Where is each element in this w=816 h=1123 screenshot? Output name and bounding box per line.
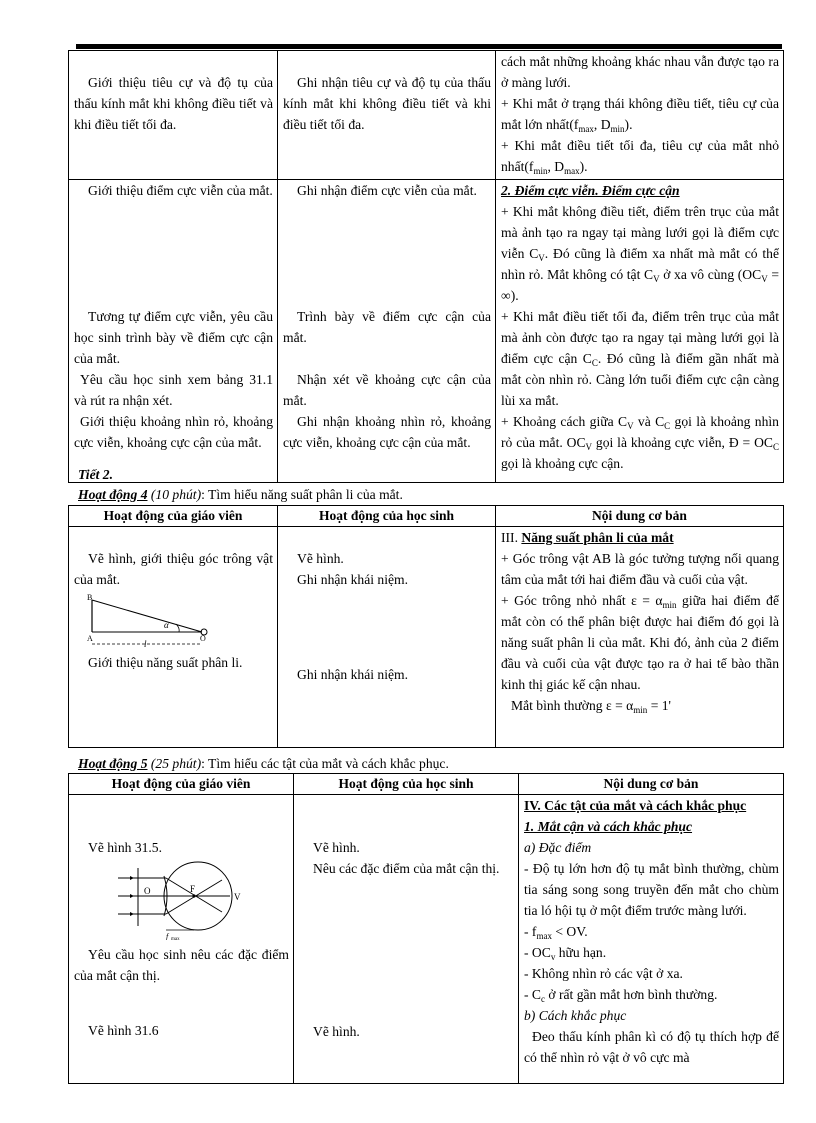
activity-description: : Tìm hiểu năng suất phân li của mắt. (201, 487, 403, 502)
student-text: Nhận xét về khoảng cực cận của mắt. (283, 372, 491, 408)
teacher-text: Giới thiệu tiêu cự và độ tụ của thấu kính mắt khi không điều tiết và khi điều tiết tối đa. (74, 75, 273, 132)
teacher-text: Vẽ hình, giới thiệu góc trông vật của mắt. (74, 551, 273, 587)
subscript: max (536, 931, 552, 941)
content-text: Mắt bình thường ε = α (511, 698, 634, 713)
content-text: cách mắt những khoảng khác nhau vẫn được tạo ra ở màng lưới. (501, 54, 779, 90)
label-o: O (144, 886, 151, 896)
subscript: min (610, 124, 625, 134)
item-heading: a) Đặc điểm (524, 840, 592, 855)
student-cell (294, 795, 519, 1084)
top-rule (76, 44, 782, 49)
student-text: Ghi nhận tiêu cự và độ tụ của thấu kính mắt khi không điều tiết và khi điều tiết tối đa. (283, 75, 491, 132)
content-text: gọi là khoảng cực viễn, Đ = OC (592, 435, 773, 450)
teacher-cell (69, 527, 278, 748)
content-text: - f (524, 924, 537, 939)
student-cell (278, 51, 496, 180)
activity-time: (10 phút) (147, 487, 202, 502)
content-text: . Đó cũng là điểm xa nhất mà mắt có thể nhìn rỏ. Mắt không có tật C (501, 246, 780, 282)
content-text: + Góc trông vật AB là góc tưởng tượng nối quang tâm của mắt tới hai điểm đầu và cuối của vật. (501, 551, 779, 587)
header-student: Hoạt động của học sinh (278, 506, 496, 527)
section-heading: 2. Điểm cực viễn. Điểm cực cận (501, 183, 680, 198)
content-text: + Khi mắt điều tiết tối đa, điểm trên trục của mắt mà ảnh còn được tạo ra ngay tại màng lưới gọi là điểm cực cận C (501, 309, 779, 366)
teacher-cell (69, 180, 278, 307)
subscript: max (564, 166, 580, 176)
subscript: C (664, 421, 671, 431)
lesson-table-3 (68, 773, 784, 1084)
label-a: A (87, 634, 93, 643)
lesson-table-2 (68, 505, 784, 748)
activity-label: Hoạt động 4 (78, 487, 148, 502)
teacher-text: Vẽ hình 31.6 (88, 1023, 159, 1038)
symbol-d: D (600, 117, 611, 132)
subscript: V (653, 274, 660, 284)
teacher-text: Yêu cầu học sinh nêu các đặc điểm của mắt cận thị. (74, 947, 289, 983)
activity-5-label (78, 755, 449, 773)
content-text: + Khi mắt ở trạng thái không điều tiết, tiêu cự của mắt lớn nhất(f (501, 96, 779, 132)
student-text: Nêu các đặc điểm của mắt cận thị. (313, 861, 500, 876)
header-teacher: Hoạt động của giáo viên (69, 506, 278, 527)
teacher-text: Tương tự điểm cực viễn, yêu cầu học sinh trình bày về điểm cực cận của mắt. (74, 309, 273, 366)
teacher-text: Giới thiệu điểm cực viễn của mắt. (88, 183, 273, 198)
myopic-eye-figure (118, 860, 258, 940)
label-v: V (234, 892, 241, 902)
student-text: Vẽ hình. (313, 1024, 360, 1039)
teacher-cell (69, 51, 278, 180)
content-text: = ∞). (501, 267, 779, 303)
teacher-cell (69, 795, 294, 1084)
content-text: và C (633, 414, 665, 429)
content-cell: cách mắt những khoảng khác nhau vẫn được tạo ra ở màng lưới. + Khi mắt ở trạng thái không điều tiết, tiêu cự của mắt lớn $nhất(f_{max}$, $D_{min}$). + Khi mắt điều tiết tối đa, tiêu cự của mắt nhỏ $nhất(f_{min}$, $D_{max}$). (496, 51, 784, 180)
student-text: Vẽ hình. (313, 840, 360, 855)
tiet-label (78, 466, 113, 484)
activity-4-label (78, 486, 403, 504)
teacher-cell (69, 306, 278, 483)
content-cell (496, 180, 784, 307)
content-text: = 1' (647, 698, 672, 713)
teacher-text: Giới thiệu khoảng nhìn rỏ, khoảng cực viễn, khoảng cực cận của mắt. (74, 414, 273, 450)
teacher-text: Giới thiệu năng suất phân li. (88, 655, 243, 670)
table-row (69, 306, 784, 483)
subscript: c (541, 994, 545, 1004)
subscript: C (591, 358, 598, 368)
heading-text: Năng suất phân li của mắt (521, 530, 674, 545)
item-heading: b) Cách khắc phục (524, 1008, 627, 1023)
content-text: gọi là khoảng cực cận. (501, 456, 624, 471)
label-fmax-sub: max (171, 937, 180, 940)
header-teacher: Hoạt động của giáo viên (69, 774, 294, 795)
subscript: V (585, 442, 593, 452)
content-text: < OV. (551, 924, 588, 939)
lesson-table-1 (68, 50, 784, 483)
symbol-d: D (554, 159, 565, 174)
content-text: Đeo thấu kính phân kì có độ tụ thích hợp để có thể nhìn rỏ vật ở vô cực mà (524, 1029, 779, 1065)
subscript: V (761, 274, 768, 284)
student-cell (278, 527, 496, 748)
student-cell (278, 306, 496, 483)
subscript: min (533, 166, 548, 176)
header-row (69, 506, 784, 527)
activity-label: Hoạt động 5 (78, 756, 148, 771)
content-text: + Khi mắt không điều tiết, điểm trên trục của mắt mà ảnh tạo ra ngay tại màng lưới gọi là điểm cực viễn C (501, 204, 779, 261)
header-student: Hoạt động của học sinh (294, 774, 519, 795)
content-text: + Khi mắt điều tiết tối đa, tiêu cự của mắt nhỏ nhất(f (501, 138, 779, 174)
tiet-text: Tiết 2. (78, 467, 113, 482)
student-text: Ghi nhận khái niệm. (297, 572, 408, 587)
content-cell (496, 306, 784, 483)
subscript: max (578, 124, 594, 134)
content-text: - OC (524, 945, 551, 960)
content-text: ở xa vô cùng (OC (659, 267, 762, 282)
label-f: F (190, 884, 196, 894)
subscript: V (627, 421, 634, 431)
student-text: Ghi nhận khái niệm. (297, 667, 408, 682)
label-o: O (200, 634, 206, 643)
content-text: - Không nhìn rỏ các vật ở xa. (524, 966, 683, 981)
subscript: min (662, 600, 677, 610)
subscript: v (550, 952, 556, 962)
student-text: Trình bày về điểm cực cận của mắt. (283, 309, 491, 345)
activity-description: : Tìm hiểu các tật của mắt và cách khắc phục. (201, 756, 449, 771)
label-b: B (87, 594, 93, 602)
subscript: V (538, 253, 545, 263)
teacher-text: Vẽ hình 31.5. (88, 840, 163, 855)
viewing-angle-figure (84, 594, 214, 650)
table-row (69, 51, 784, 180)
table-row (69, 795, 784, 1084)
content-cell (496, 527, 784, 748)
student-text: Ghi nhận điểm cực viễn của mắt. (297, 183, 477, 198)
label-l: l (144, 639, 147, 649)
header-content: Nội dung cơ bản (519, 774, 784, 795)
content-cell (519, 795, 784, 1084)
subsection-heading: 1. Mắt cận và cách khắc phục (524, 819, 693, 834)
content-text: - C (524, 987, 541, 1002)
label-alpha: α (164, 620, 169, 630)
teacher-text: Yêu cầu học sinh xem bảng 31.1 và rút ra nhận xét. (74, 372, 273, 408)
student-text: Ghi nhận khoảng nhìn rỏ, khoảng cực viễn, khoảng cực cận của mắt. (283, 414, 491, 450)
subscript: min (633, 705, 648, 715)
content-text: hữu hạn. (555, 945, 607, 960)
section-heading: IV. Các tật của mắt và cách khắc phục (524, 798, 747, 813)
student-text: Vẽ hình. (297, 551, 344, 566)
content-text: . Đó cũng là điểm gần nhất mà mắt còn nhìn rỏ. Càng lớn tuổi điểm cực cận càng lùi xa mắt. (501, 351, 779, 408)
content-text: + Góc trông nhỏ nhất ε = α (501, 593, 663, 608)
label-fmax: f (166, 932, 169, 940)
content-text: ở rất gần mắt hơn bình thường. (545, 987, 718, 1002)
content-text: gọi là khoảng nhìn rỏ của mắt. OC (501, 414, 779, 450)
content-text: + Khoảng cách giữa C (501, 414, 628, 429)
heading-number: III. (501, 530, 522, 545)
content-text: - Độ tụ lớn hơn độ tụ mắt bình thường, chùm tia sáng song song truyền đến mắt cho chùm tia ló hội tụ ở một điểm trước màng lưới. (524, 861, 779, 918)
table-row (69, 527, 784, 748)
header-content: Nội dung cơ bản (496, 506, 784, 527)
content-text: giữa hai điểm để mắt còn có thể phân biệt được hai điểm đó gọi là năng suất phân li của mắt. Khi đó, ảnh của 2 điểm đầu và cuối của vật được tạo ra ở hai tế bào thần kinh thị giác kế cận nhau. (501, 593, 780, 692)
section-heading (501, 530, 674, 545)
table-row (69, 180, 784, 307)
activity-time: (25 phút) (147, 756, 202, 771)
student-cell (278, 180, 496, 307)
subscript: C (772, 442, 779, 452)
header-row (69, 774, 784, 795)
